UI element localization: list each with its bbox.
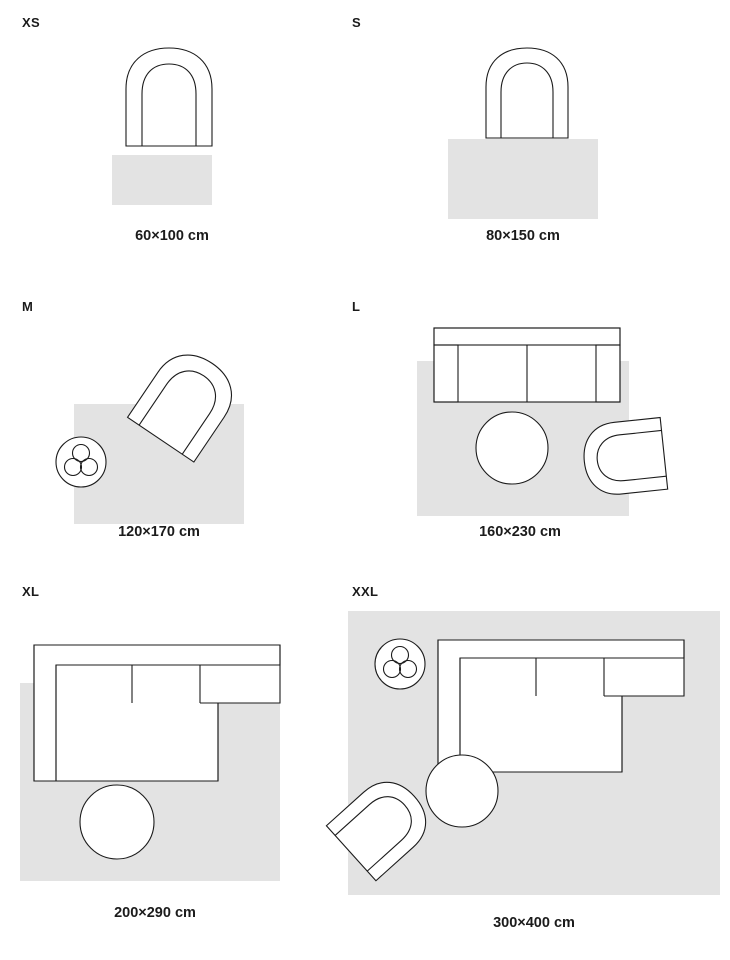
scene-s (352, 32, 692, 212)
armchair-icon-s (474, 42, 584, 162)
side-table-plant-icon-m (50, 431, 112, 493)
dimension-label-xxl: 300×400 cm (493, 915, 575, 931)
size-block-xs (22, 16, 342, 256)
armchair-icon-m (120, 344, 250, 474)
size-label-s: S (352, 15, 361, 30)
size-label-xl: XL (22, 584, 40, 599)
scene-xs (22, 32, 322, 212)
armchair-icon-l (574, 401, 684, 511)
size-block-xl (22, 585, 342, 955)
size-label-l: L (352, 299, 361, 314)
armchair-icon-xxl (315, 765, 445, 895)
scene-l (352, 316, 692, 516)
sofa-icon-l (432, 326, 622, 406)
rug-shape-xs (112, 155, 212, 205)
dimension-label-s: 80×150 cm (486, 228, 560, 244)
dimension-label-xs: 60×100 cm (135, 228, 209, 244)
dimension-label-m: 120×170 cm (118, 524, 200, 540)
size-block-xxl (352, 585, 730, 955)
scene-xxl (352, 605, 730, 915)
dimension-label-xl: 200×290 cm (114, 905, 196, 921)
scene-xl (22, 605, 322, 905)
dimension-label-l: 160×230 cm (479, 524, 561, 540)
size-block-s (352, 16, 712, 256)
side-table-plant-icon-xxl (369, 633, 431, 695)
scene-m (22, 316, 322, 516)
round-coffee-table-icon-xl (78, 783, 156, 861)
size-label-xxl: XXL (352, 584, 379, 599)
size-block-m (22, 300, 342, 560)
size-block-l (352, 300, 712, 560)
size-label-xs: XS (22, 15, 40, 30)
armchair-icon-xs (112, 42, 232, 162)
size-label-m: M (22, 299, 34, 314)
round-coffee-table-icon-l (474, 410, 550, 486)
corner-sofa-icon-xl (32, 643, 282, 793)
